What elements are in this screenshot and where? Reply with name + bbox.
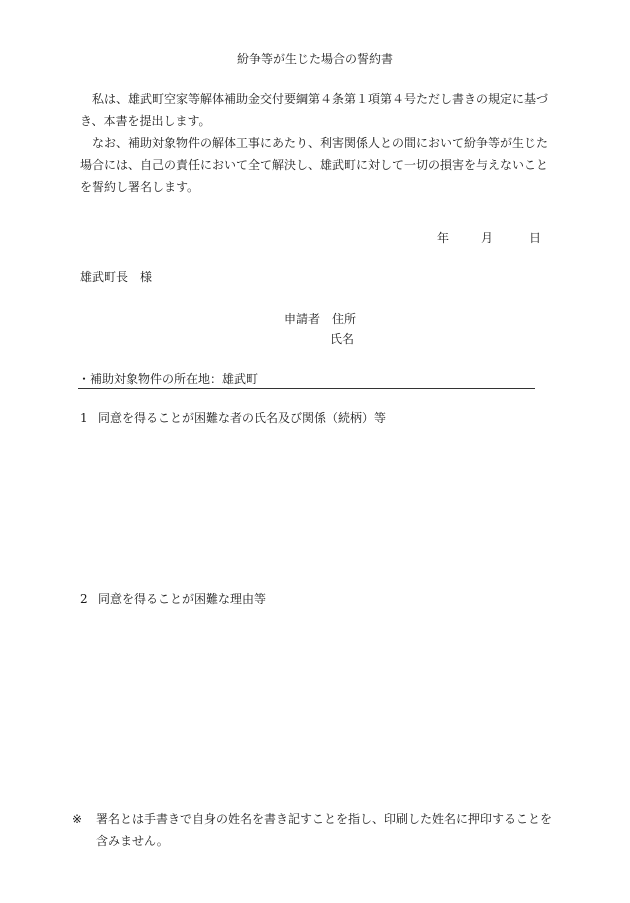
date-month-label: 月: [481, 231, 494, 245]
property-location-field: ・補助対象物件の所在地：雄武町: [78, 370, 535, 389]
section-number: 2: [80, 592, 88, 606]
section-difficult-persons: [80, 409, 386, 426]
date-day-label: 日: [529, 231, 542, 245]
applicant-name-label: 氏名: [330, 332, 355, 346]
note-text: 署名とは手書きで自身の姓名を書き記すことを指し、印刷した姓名に押印することを含みません。: [96, 812, 553, 848]
note-mark: ※: [72, 812, 83, 826]
paragraph-pledge: なお、補助対象物件の解体工事にあたり、利害関係人との間において紛争等が生じた場合には、自己の責任において全て解決し、雄武町に対して一切の損害を与えないことを誓約し署名します。: [80, 136, 549, 194]
page-title: 紛争等が生じた場合の誓約書: [236, 52, 393, 66]
applicant-address-label: 申請者 住所: [284, 312, 357, 326]
footnote: [72, 808, 552, 852]
addressee: 雄武町長 様: [80, 270, 153, 284]
section-difficult-reasons: [80, 590, 266, 607]
section-heading: 同意を得ることが困難な理由等: [98, 592, 267, 606]
date-year-label: 年: [437, 231, 450, 245]
section-number: 1: [80, 411, 88, 425]
paragraph-submission: 私は、雄武町空家等解体補助金交付要綱第４条第１項第４号ただし書きの規定に基づき、本書を提出します。: [80, 92, 549, 128]
section-heading: 同意を得ることが困難な者の氏名及び関係（続柄）等: [98, 411, 387, 425]
